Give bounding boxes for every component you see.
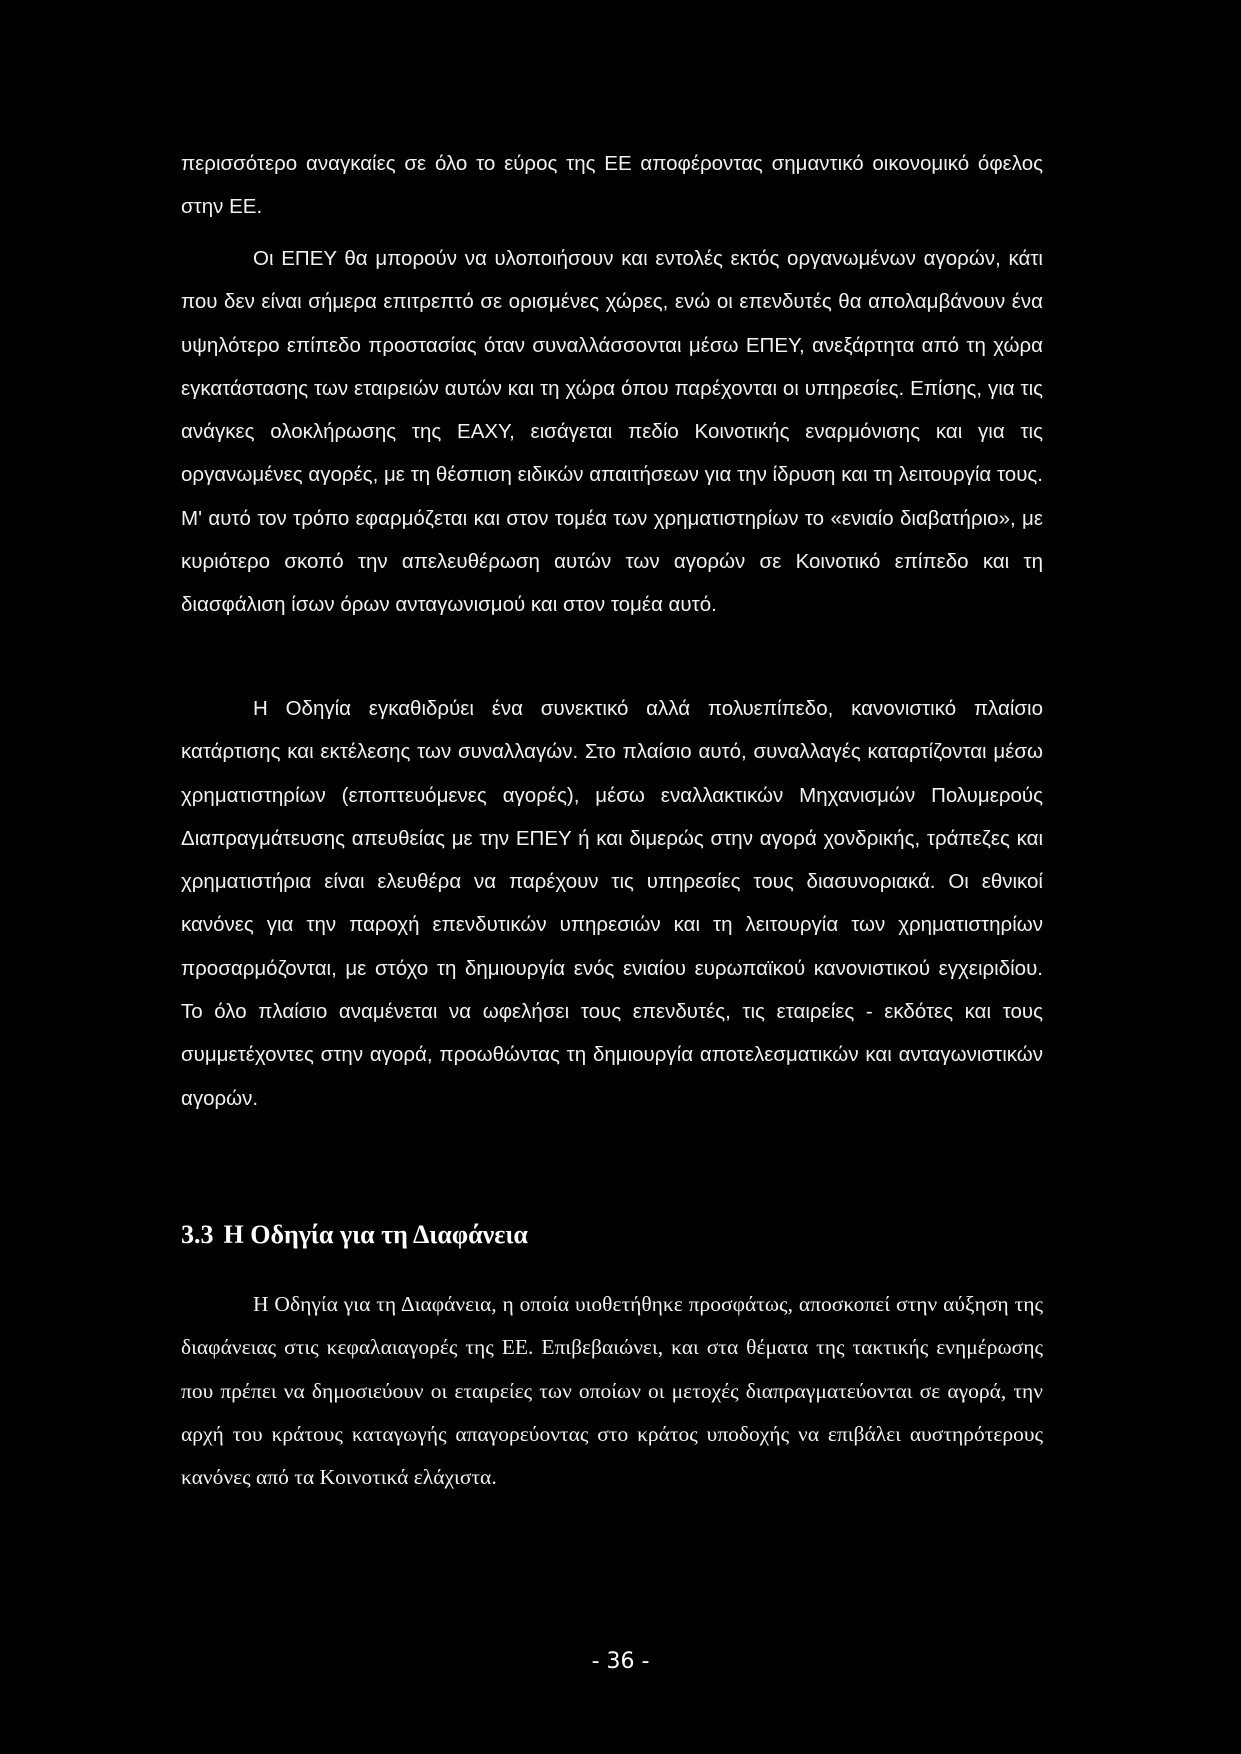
paragraph-text: Οι ΕΠΕΥ θα μπορούν να υλοποιήσουν και εντολές εκτός οργανωμένων αγορών, κάτι που δεν είναι σήμερα επιτρεπτό σε ορισμένες χώρες, ενώ οι επενδυτές θα απολαμβάνουν ένα υψηλότερο επίπεδο προστασίας όταν συναλλάσσονται μέσω ΕΠΕΥ, ανεξάρτητα από τη χώρα εγκατάστασης των εταιρειών αυτών και τη χώρα όπου παρέχονται οι υπηρεσίες. Επίσης, για τις ανάγκες ολοκλήρωσης της ΕΑΧΥ, εισάγεται πεδίο Κοινοτικής εναρμόνισης και για τις οργανωμένες αγορές, με τη θέσπιση ειδικών απαιτήσεων για την ίδρυση και τη λειτουργία τους. Μ' αυτό τον τρόπο εφαρμόζεται και στον τομέα των χρηματιστηρίων το «ενιαίο διαβατήριο», με κυριότερο σκοπό την απελευθέρωση αυτών των αγορών σε Κοινοτικό επίπεδο και τη διασφάλιση ίσων όρων ανταγωνισμού και στον τομέα αυτό. [181, 247, 1043, 617]
section-heading [181, 1220, 1043, 1250]
paragraph-transparency [181, 1283, 1043, 1499]
paragraph-text: Η Οδηγία για τη Διαφάνεια, η οποία υιοθετήθηκε προσφάτως, αποσκοπεί στην αύξηση της διαφάνειας στις κεφαλαιαγορές της ΕΕ. Επιβεβαιώνει, και στα θέματα της τακτικής ενημέρωσης που πρέπει να δημοσιεύουν οι εταιρείες των οποίων οι μετοχές διαπραγματεύονται σε αγορά, την αρχή του κράτους καταγωγής απαγορεύοντας στο κράτος υποδοχής να επιβάλει αυστηρότερους κανόνες από τα Κοινοτικά ελάχιστα. [181, 1292, 1043, 1490]
paragraph-epey [181, 237, 1043, 627]
paragraph-continuation [181, 142, 1043, 229]
page-number: - 36 - [591, 1649, 650, 1674]
paragraph-text: περισσότερο αναγκαίες σε όλο το εύρος της ΕΕ αποφέροντας σημαντικό οικονομικό όφελος στην ΕΕ. [181, 152, 1043, 219]
section-number: 3.3 [181, 1220, 214, 1249]
section-title: Η Οδηγία για τη Διαφάνεια [223, 1220, 528, 1249]
paragraph-text: Η Οδηγία εγκαθιδρύει ένα συνεκτικό αλλά πολυεπίπεδο, κανονιστικό πλαίσιο κατάρτισης και εκτέλεσης των συναλλαγών. Στο πλαίσιο αυτό, συναλλαγές καταρτίζονται μέσω χρηματιστηρίων (εποπτευόμενες αγορές), μέσω εναλλακτικών Μηχανισμών Πολυμερούς Διαπραγμάτευσης απευθείας με την ΕΠΕΥ ή και διμερώς στην αγορά χονδρικής, τράπεζες και χρηματιστήρια είναι ελευθέρα να παρέχουν τις υπηρεσίες τους διασυνοριακά. Οι εθνικοί κανόνες για την παροχή επενδυτικών υπηρεσιών και τη λειτουργία των χρηματιστηρίων προσαρμόζονται, με στόχο τη δημιουργία ενός ενιαίου ευρωπαϊκού κανονιστικού εγχειριδίου. Το όλο πλαίσιο αναμένεται να ωφελήσει τους επενδυτές, τις εταιρείες - εκδότες και τους συμμετέχοντες στην αγορά, προωθώντας τη δημιουργία αποτελεσματικών και ανταγωνιστικών αγορών. [181, 697, 1043, 1110]
paragraph-directive-framework [181, 687, 1043, 1120]
